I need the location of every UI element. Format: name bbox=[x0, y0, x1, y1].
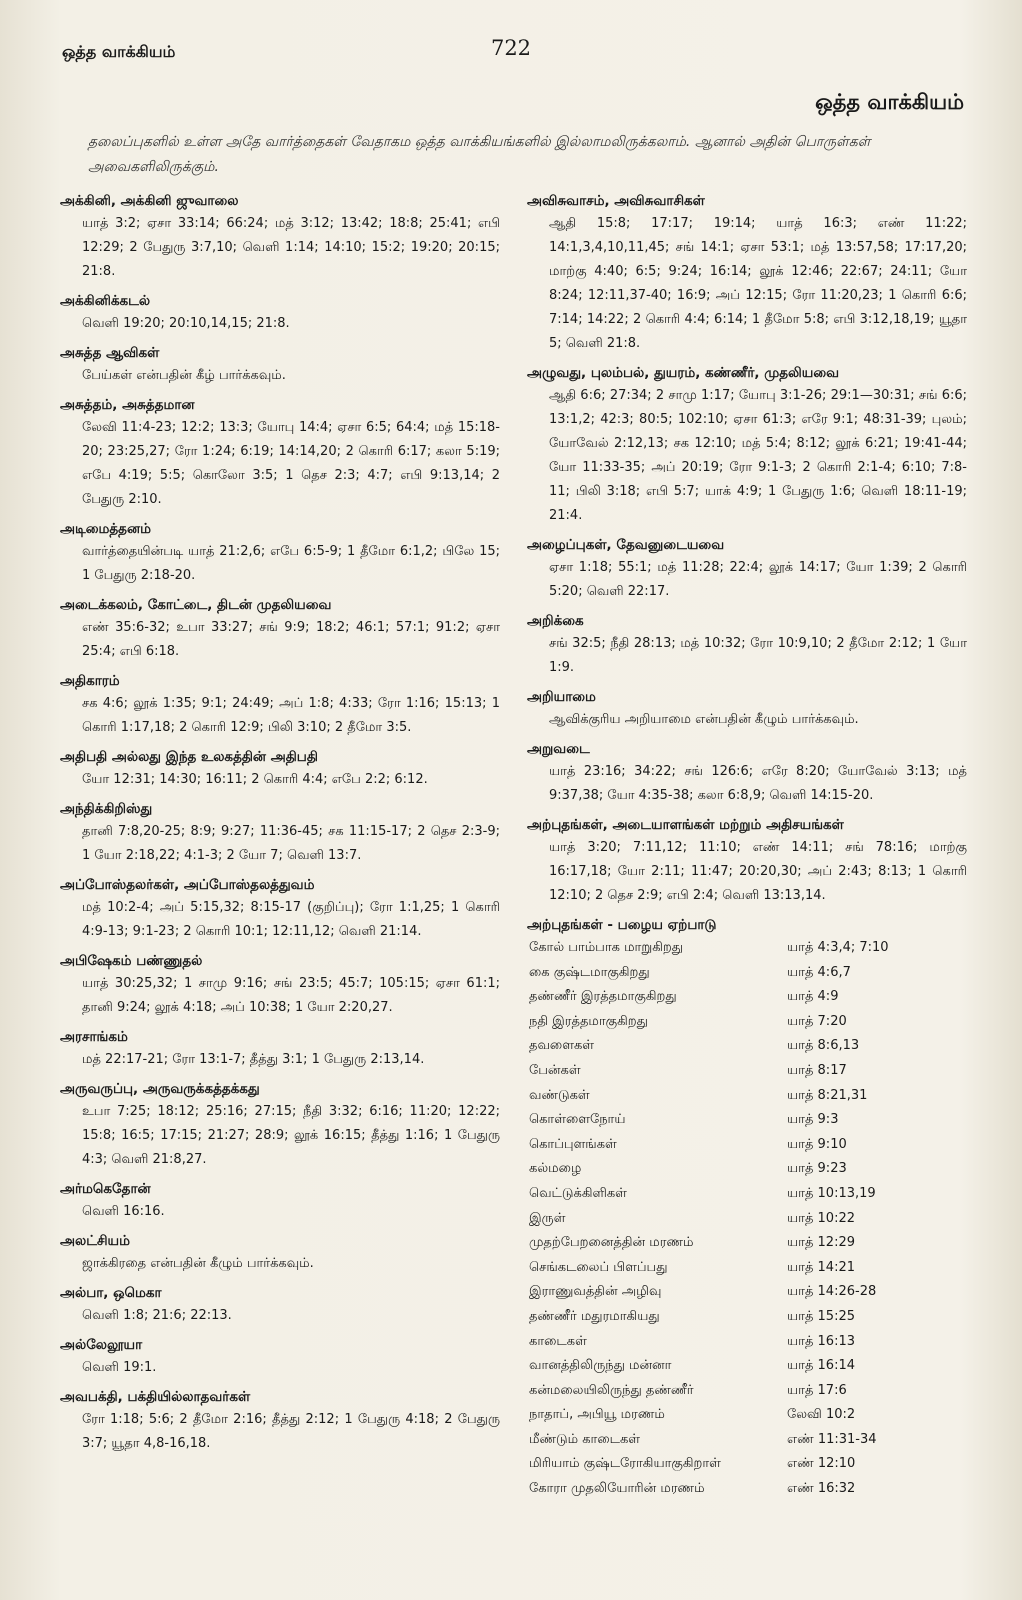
plague-row bbox=[527, 1428, 967, 1453]
plague-reference: யாத் 12:29 bbox=[787, 1235, 856, 1251]
entry-heading: அந்திக்கிறிஸ்து bbox=[60, 801, 153, 817]
index-entry bbox=[60, 670, 500, 740]
right-entries bbox=[527, 190, 967, 908]
plague-label: பேன்கள் bbox=[529, 1062, 581, 1078]
plague-reference: யாத் 10:13,19 bbox=[787, 1185, 876, 1201]
entry-heading: அர்மகெதோன் bbox=[60, 1181, 151, 1197]
entry-heading: அழுவது, புலம்பல், துயரம், கண்ணீர், முதலியவை bbox=[527, 365, 840, 381]
index-entry bbox=[60, 1078, 500, 1172]
plague-row bbox=[527, 1256, 967, 1281]
index-entry bbox=[60, 950, 500, 1020]
plague-reference: யாத் 4:3,4; 7:10 bbox=[787, 940, 889, 955]
plague-row bbox=[527, 1059, 967, 1084]
plague-label: நாதாப், அபியூ மரணம் bbox=[529, 1407, 665, 1423]
entry-references: பேய்கள் என்பதின் கீழ் பார்க்கவும். bbox=[82, 368, 286, 383]
entry-heading: அவிசுவாசம், அவிசுவாசிகள் bbox=[527, 193, 705, 209]
entry-heading: அக்கினிக்கடல் bbox=[60, 293, 151, 309]
entry-heading: அதிபதி அல்லது இந்த உலகத்தின் அதிபதி bbox=[60, 749, 318, 765]
right-column bbox=[527, 190, 967, 1502]
running-head: ஒத்த வாக்கியம் bbox=[62, 42, 176, 61]
index-entry bbox=[60, 1230, 500, 1276]
entry-references: ரோ 1:18; 5:6; 2 தீமோ 2:16; தீத்து 2:12; 1 பேதுரு 4:18; 2 பேதுரு 3:7; யூதா 4,8-16,18. bbox=[82, 1412, 500, 1451]
entry-references: சங் 32:5; நீதி 28:13; மத் 10:32; ரோ 10:9,10; 2 தீமோ 2:12; 1 யோ 1:9. bbox=[549, 636, 967, 675]
index-entry bbox=[527, 686, 967, 732]
index-entry bbox=[60, 1282, 500, 1328]
plague-row bbox=[527, 1280, 967, 1305]
plague-reference: எண் 12:10 bbox=[787, 1456, 856, 1472]
plague-reference: எண் 16:32 bbox=[787, 1481, 856, 1497]
plague-reference: யாத் 14:26-28 bbox=[787, 1284, 877, 1300]
index-entry bbox=[60, 1026, 500, 1072]
intro-paragraph: தலைப்புகளில் உள்ள அதே வார்த்தைகள் வேதாகம ஒத்த வாக்கியங்களில் இல்லாமலிருக்கலாம். ஆனால் அதின் பொருள்கள் அவைகளிலிருக்கும். bbox=[88, 134, 871, 175]
index-entry bbox=[527, 362, 967, 528]
plague-reference: யாத் 8:17 bbox=[787, 1062, 847, 1078]
plague-label: வண்டுகள் bbox=[529, 1087, 590, 1103]
page-number: 722 bbox=[490, 36, 532, 60]
plague-row bbox=[527, 1157, 967, 1182]
entry-references: மத் 22:17-21; ரோ 13:1-7; தீத்து 3:1; 1 பேதுரு 2:13,14. bbox=[82, 1052, 425, 1067]
plagues-heading: அற்புதங்கள் - பழைய ஏற்பாடு bbox=[527, 917, 717, 933]
plague-row bbox=[527, 985, 967, 1010]
plague-reference: யாத் 16:14 bbox=[787, 1358, 856, 1374]
entry-heading: அதிகாரம் bbox=[60, 673, 120, 689]
plague-label: முதற்பேறனைத்தின் மரணம் bbox=[529, 1235, 694, 1251]
plague-label: கை குஷ்டமாகுகிறது bbox=[529, 964, 650, 980]
entry-references: ஆவிக்குரிய அறியாமை என்பதின் கீழும் பார்க்கவும். bbox=[549, 712, 859, 727]
entry-references: மத் 10:2-4; அப் 5:15,32; 8:15-17 (குறிப்பு); ரோ 1:1,25; 1 கொரி 4:9-13; 9:1-23; 2 கொரி 10:1; 12:11,12; வெளி 21:14. bbox=[82, 900, 501, 939]
index-entry bbox=[60, 342, 500, 388]
plague-label: தவளைகள் bbox=[529, 1038, 594, 1054]
entry-references: வெளி 16:16. bbox=[82, 1204, 165, 1219]
plague-row bbox=[527, 1010, 967, 1035]
entry-heading: அறிக்கை bbox=[527, 613, 584, 629]
plague-reference: யாத் 15:25 bbox=[787, 1308, 856, 1324]
plague-reference: யாத் 9:3 bbox=[787, 1112, 839, 1128]
plague-row bbox=[527, 1207, 967, 1232]
index-entry bbox=[60, 394, 500, 512]
index-entry bbox=[60, 1386, 500, 1456]
plague-reference: லேவி 10:2 bbox=[787, 1407, 856, 1423]
entry-references: உபா 7:25; 18:12; 25:16; 27:15; நீதி 3:32; 6:16; 11:20; 12:22; 15:8; 16:5; 17:15; 21:27; 28:9; லூக் 16:15; தீத்து 1:16; 1 பேதுரு 4:3; வெளி 21:8,27. bbox=[82, 1104, 500, 1167]
index-entry bbox=[60, 518, 500, 588]
entry-heading: அல்லேலூயா bbox=[60, 1337, 143, 1353]
index-entry bbox=[527, 610, 967, 680]
index-entry bbox=[60, 1334, 500, 1380]
entry-heading: அற்புதங்கள், அடையாளங்கள் மற்றும் அதிசயங்கள் bbox=[527, 817, 844, 833]
plague-reference: யாத் 7:20 bbox=[787, 1013, 847, 1029]
entry-heading: அல்பா, ஒமெகா bbox=[60, 1285, 162, 1301]
plague-label: கோல் பாம்பாக மாறுகிறது bbox=[529, 940, 683, 955]
entry-heading: அசுத்த ஆவிகள் bbox=[60, 345, 160, 361]
entry-heading: அடைக்கலம், கோட்டை, திடன் முதலியவை bbox=[60, 597, 332, 613]
index-entry bbox=[527, 190, 967, 356]
entry-references: யோ 12:31; 14:30; 16:11; 2 கொரி 4:4; எபே 2:2; 6:12. bbox=[82, 772, 428, 787]
entry-references: வார்த்தையின்படி யாத் 21:2,6; எபே 6:5-9; 1 தீமோ 6:1,2; பிலே 15; 1 பேதுரு 2:18-20. bbox=[82, 544, 500, 583]
plague-label: செங்கடலைப் பிளப்பது bbox=[529, 1259, 668, 1275]
plague-row bbox=[527, 1477, 967, 1502]
entry-references: எண் 35:6-32; உபா 33:27; சங் 9:9; 18:2; 46:1; 57:1; 91:2; ஏசா 25:4; எபி 6:18. bbox=[82, 620, 500, 659]
entry-references: ஜாக்கிரதை என்பதின் கீழும் பார்க்கவும். bbox=[82, 1256, 314, 1271]
entry-heading: அறியாமை bbox=[527, 689, 596, 705]
plague-label: இருள் bbox=[529, 1210, 566, 1226]
plague-reference: யாத் 16:13 bbox=[787, 1333, 856, 1349]
index-entry bbox=[60, 798, 500, 868]
entry-references: ஆதி 6:6; 27:34; 2 சாமு 1:17; யோபு 3:1-26; 29:1—30:31; சங் 6:6; 13:1,2; 42:3; 80:5; 102:10; ஏசா 61:3; எரே 9:1; 48:31-39; புலம்; யோவேல் 2:12,13; சக 12:10; மத் 5:4; 8:12; லூக் 6:21; 19:41-44; யோ 11:33-35; அப் 20:19; ரோ 9:1-3; 2 கொரி 2:1-4; 6:10; 7:8-11; பிலி 3:18; எபி 5:7; யாக் 4:9; 1 பேதுரு 1:6; வெளி 18:11-19; 21:4. bbox=[549, 388, 967, 523]
plague-label: மீண்டும் காடைகள் bbox=[529, 1431, 641, 1447]
index-entry bbox=[60, 746, 500, 792]
plague-label: கல்மழை bbox=[529, 1161, 582, 1177]
entry-heading: அழைப்புகள், தேவனுடையவை bbox=[527, 537, 725, 553]
plague-reference: யாத் 14:21 bbox=[787, 1259, 856, 1275]
plague-row bbox=[527, 1403, 967, 1428]
plague-row bbox=[527, 1231, 967, 1256]
plague-reference: யாத் 4:9 bbox=[787, 989, 839, 1005]
index-entry bbox=[60, 1178, 500, 1224]
entry-heading: அலட்சியம் bbox=[60, 1233, 130, 1249]
entry-references: சக 4:6; லூக் 1:35; 9:1; 24:49; அப் 1:8; 4:33; ரோ 1:16; 15:13; 1 கொரி 1:17,18; 2 கொரி 12:9; பிலி 3:10; 2 தீமோ 3:5. bbox=[82, 696, 500, 735]
plague-label: மிரியாம் குஷ்டரோகியாகுகிறாள் bbox=[529, 1456, 721, 1472]
plague-row bbox=[527, 961, 967, 986]
index-entry bbox=[527, 814, 967, 908]
entry-references: வெளி 19:1. bbox=[82, 1360, 157, 1375]
entry-heading: அருவருப்பு, அருவருக்கத்தக்கது bbox=[60, 1081, 260, 1097]
plague-label: நதி இரத்தமாகுகிறது bbox=[529, 1013, 648, 1029]
entry-references: யாத் 30:25,32; 1 சாமு 9:16; சங் 23:5; 45:7; 105:15; ஏசா 61:1; தானி 9:24; லூக் 4:18; அப் 10:38; 1 யோ 2:20,27. bbox=[82, 976, 500, 1015]
index-entry bbox=[60, 290, 500, 336]
index-entry bbox=[60, 874, 500, 944]
entry-references: லேவி 11:4-23; 12:2; 13:3; யோபு 14:4; ஏசா 6:5; 64:4; மத் 15:18-20; 23:25,27; ரோ 1:24; 6:19; 14:14,20; 2 கொரி 6:17; கலா 5:19; எபே 4:19; 5:5; கொலோ 3:5; 1 தெச 2:3; 4:7; எபி 9:13,14; 2 பேதுரு 2:10. bbox=[82, 420, 500, 507]
entry-heading: அக்கினி, அக்கினி ஜுவாலை bbox=[60, 193, 239, 209]
plague-reference: யாத் 4:6,7 bbox=[787, 964, 851, 980]
plague-label: கொள்ளைநோய் bbox=[529, 1112, 626, 1128]
plague-reference: எண் 11:31-34 bbox=[787, 1431, 877, 1447]
plague-reference: யாத் 8:6,13 bbox=[787, 1038, 860, 1054]
plague-row bbox=[527, 1084, 967, 1109]
plague-row bbox=[527, 1452, 967, 1477]
entry-references: வெளி 1:8; 21:6; 22:13. bbox=[82, 1308, 232, 1323]
plague-row bbox=[527, 1108, 967, 1133]
plague-reference: யாத் 8:21,31 bbox=[787, 1087, 868, 1103]
plague-label: வெட்டுக்கிளிகள் bbox=[529, 1185, 627, 1201]
plague-reference: யாத் 17:6 bbox=[787, 1382, 847, 1398]
plague-label: கொப்புளங்கள் bbox=[529, 1136, 617, 1152]
section-title: ஒத்த வாக்கியம் bbox=[815, 90, 964, 114]
entry-references: யாத் 3:2; ஏசா 33:14; 66:24; மத் 3:12; 13:42; 18:8; 25:41; எபி 12:29; 2 பேதுரு 3:7,10; வெளி 1:14; 14:10; 15:2; 19:20; 20:15; 21:8. bbox=[82, 216, 500, 279]
plague-label: கோரா முதலியோரின் மரணம் bbox=[529, 1481, 705, 1497]
plague-label: வானத்திலிருந்து மன்னா bbox=[529, 1358, 672, 1374]
entry-references: யாத் 3:20; 7:11,12; 11:10; எண் 14:11; சங் 78:16; மாற்கு 16:17,18; யோ 2:11; 11:47; 20:20,30; அப் 2:43; 8:13; 1 கொரி 12:10; 2 தெச 2:9; எபி 2:4; வெளி 13:13,14. bbox=[549, 840, 967, 903]
entry-heading: அடிமைத்தனம் bbox=[60, 521, 151, 537]
plague-reference: யாத் 9:10 bbox=[787, 1136, 847, 1152]
entry-references: வெளி 19:20; 20:10,14,15; 21:8. bbox=[82, 316, 290, 331]
entry-heading: அசுத்தம், அசுத்தமான bbox=[60, 397, 195, 413]
entry-references: யாத் 23:16; 34:22; சங் 126:6; எரே 8:20; யோவேல் 3:13; மத் 9:37,38; யோ 4:35-38; கலா 6:8,9; வெளி 14:15-20. bbox=[549, 764, 967, 803]
plague-label: இராணுவத்தின் அழிவு bbox=[529, 1284, 662, 1300]
plague-row bbox=[527, 1034, 967, 1059]
plague-row bbox=[527, 1330, 967, 1355]
plagues-table bbox=[527, 936, 967, 1502]
plague-reference: யாத் 10:22 bbox=[787, 1210, 856, 1226]
entry-heading: அபிஷேகம் பண்ணுதல் bbox=[60, 953, 203, 969]
index-entry bbox=[60, 190, 500, 284]
plague-row bbox=[527, 1305, 967, 1330]
entry-heading: அறுவடை bbox=[527, 741, 590, 757]
entry-heading: அப்போஸ்தலர்கள், அப்போஸ்தலத்துவம் bbox=[60, 877, 315, 893]
plague-label: காடைகள் bbox=[529, 1333, 587, 1349]
plague-label: தண்ணீர் இரத்தமாகுகிறது bbox=[529, 989, 677, 1005]
left-column bbox=[60, 190, 500, 1462]
index-entry bbox=[60, 594, 500, 664]
plague-row bbox=[527, 1133, 967, 1158]
entry-heading: அவபக்தி, பக்தியில்லாதவர்கள் bbox=[60, 1389, 251, 1405]
index-entry bbox=[527, 534, 967, 604]
entry-references: ஆதி 15:8; 17:17; 19:14; யாத் 16:3; எண் 11:22; 14:1,3,4,10,11,45; சங் 14:1; ஏசா 53:1; மத் 13:57,58; 17:17,20; மாற்கு 4:40; 6:5; 9:24; 16:14; லூக் 12:46; 22:67; 24:11; யோ 8:24; 12:11,37-40; 16:9; அப் 12:15; ரோ 11:20,23; 1 கொரி 6:6; 7:14; 14:22; 2 கொரி 4:4; 6:14; 1 தீமோ 5:8; எபி 3:12,18,19; யூதா 5; வெளி 21:8. bbox=[549, 216, 967, 351]
index-entry bbox=[527, 738, 967, 808]
entry-references: ஏசா 1:18; 55:1; மத் 11:28; 22:4; லூக் 14:17; யோ 1:39; 2 கொரி 5:20; வெளி 22:17. bbox=[549, 560, 967, 599]
plague-row bbox=[527, 936, 967, 961]
entry-references: தானி 7:8,20-25; 8:9; 9:27; 11:36-45; சக 11:15-17; 2 தெச 2:3-9; 1 யோ 2:18,22; 4:1-3; 2 யோ 7; வெளி 13:7. bbox=[82, 824, 500, 863]
plague-row bbox=[527, 1379, 967, 1404]
plague-row bbox=[527, 1182, 967, 1207]
plague-row bbox=[527, 1354, 967, 1379]
plague-label: கன்மலையிலிருந்து தண்ணீர் bbox=[529, 1382, 694, 1398]
plague-label: தண்ணீர் மதுரமாகியது bbox=[529, 1308, 660, 1324]
entry-heading: அரசாங்கம் bbox=[60, 1029, 128, 1045]
plague-reference: யாத் 9:23 bbox=[787, 1161, 847, 1177]
